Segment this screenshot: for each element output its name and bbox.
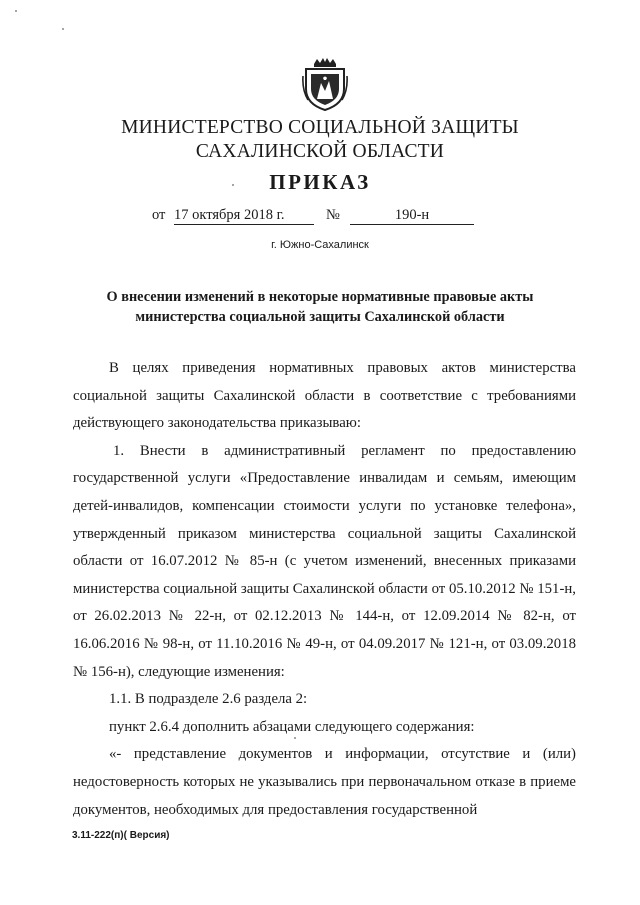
body-paragraph-point-2-6-4: пункт 2.6.4 дополнить абзацами следующего содержания: [109,718,475,735]
order-number: 190-н [350,207,474,225]
subject-line1: О внесении изменений в некоторые нормативные правовые акты [106,289,534,305]
date-from-label: от [152,207,166,223]
subject-line2: министерства социальной защиты Сахалинской области [135,309,505,325]
ministry-name-line1: МИНИСТЕРСТВО СОЦИАЛЬНОЙ ЗАЩИТЫ [121,117,519,138]
footer-document-code: 3.11-222(п)( Версия) [72,830,170,841]
number-sign: № [326,207,340,223]
body-paragraph-preamble: В целях приведения нормативных правовых актов министерства социальной защиты Сахалинской области в соответствие с требованиями действующего законодательства приказываю: [73,360,576,432]
document-subject [60,287,580,327]
city-name: г. Южно-Сахалинск [271,239,369,251]
scan-speck [62,28,64,30]
ministry-name-line2: САХАЛИНСКОЙ ОБЛАСТИ [195,141,445,162]
body-paragraph-quote: «- представление документов и информации, отсутствие и (или) недостоверность которых не указывались при первоначальном отказе в приеме документов, необходимых для предоставления государственной [73,746,576,818]
order-date: 17 октября 2018 г. [174,207,314,225]
coat-of-arms-emblem [302,56,348,112]
document-body [73,355,576,824]
document-type-title: ПРИКАЗ [269,170,371,194]
body-paragraph-item-1: 1. Внести в административный регламент по предоставлению государственной услуги «Предоставление инвалидам и семьям, имеющим детей-инвалидов, компенсации стоимости услуги по установке телефона», утвержденный приказом министерства социальной защиты Сахалинской области от 16.07.2012 № 85-н (с учетом изменений, внесенных приказами министерства социальной защиты Сахалинской области от 05.10.2012 № 151-н, от 26.02.2013 № 22-н, от 02.12.2013 № 144-н, от 12.09.2014 № 82-н, от 16.06.2016 № 98-н, от 11.10.2016 № 49-н, от 04.09.2017 № 121-н, от 03.09.2018 № 156-н), следующие изменения: [73,442,576,680]
scan-speck [15,10,17,12]
body-paragraph-item-1-1: 1.1. В подразделе 2.6 раздела 2: [109,691,308,708]
ministry-name [0,116,640,164]
scan-speck [294,737,296,739]
scan-speck [232,184,234,186]
